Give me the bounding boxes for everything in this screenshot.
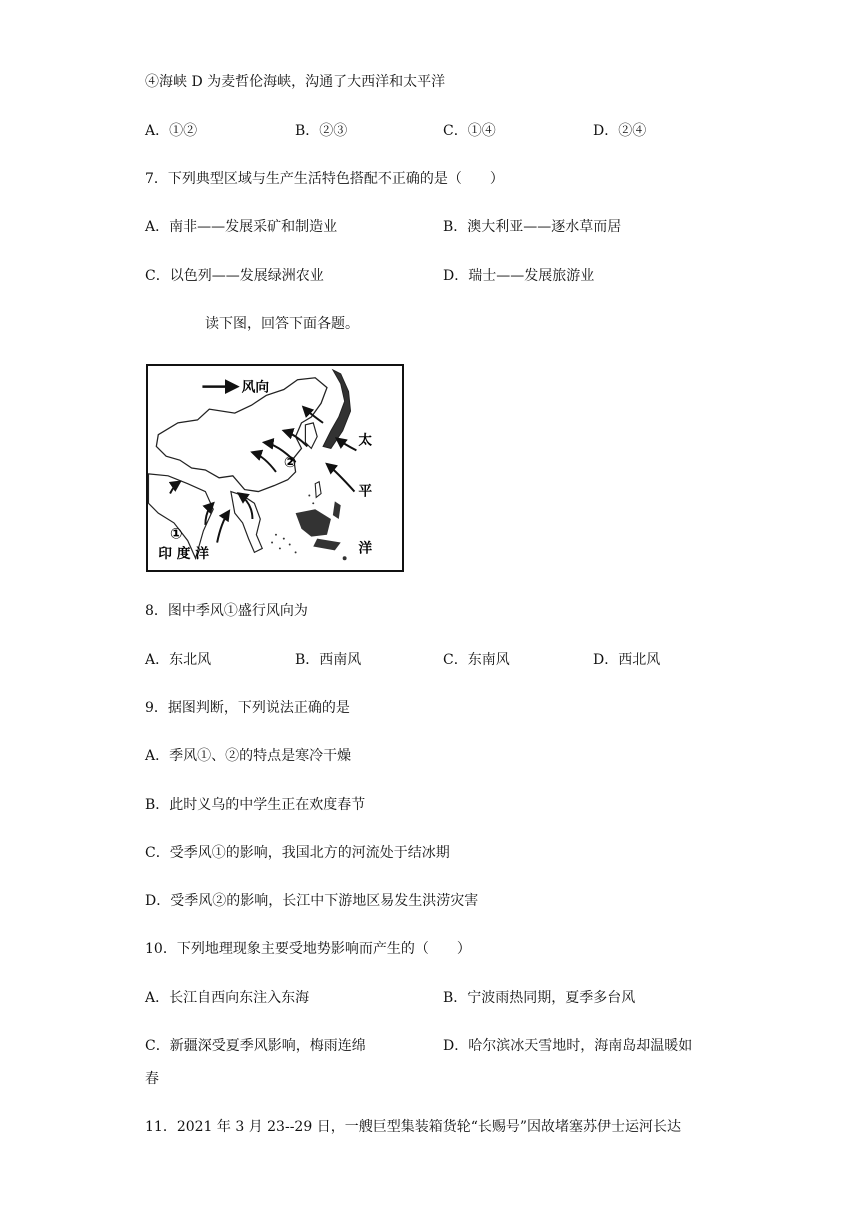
- q10-option-b[interactable]: B．宁波雨热同期，夏季多台风: [443, 990, 636, 1006]
- question-7: 7．下列典型区域与生产生活特色搭配不正确的是（ ）: [145, 171, 504, 187]
- q6-option-d[interactable]: D．②④: [593, 123, 647, 139]
- statement-4: ④海峡 D 为麦哲伦海峡，沟通了大西洋和太平洋: [145, 74, 446, 90]
- q6-option-b[interactable]: B．②③: [295, 123, 348, 139]
- figure-intro: 读下图，回答下面各题。: [205, 316, 359, 332]
- legend-label: 风向: [241, 379, 270, 396]
- pacific-label-2: 平: [358, 483, 373, 500]
- q10-option-d[interactable]: D．哈尔滨冰天雪地时，海南岛却温暖如: [443, 1038, 693, 1054]
- pacific-label-3: 洋: [358, 540, 373, 557]
- java-outline: [313, 539, 340, 551]
- monsoon-1-label: ①: [170, 525, 183, 543]
- philippines-outline: [333, 501, 341, 519]
- q9-option-d[interactable]: D．受季风②的影响，长江中下游地区易发生洪涝灾害: [145, 893, 479, 909]
- korea-outline: [305, 423, 317, 449]
- borneo-outline: [296, 509, 331, 536]
- pacific-label-1: 太: [358, 432, 373, 449]
- question-10: 10．下列地理现象主要受地势影响而产生的（ ）: [145, 941, 471, 957]
- q6-option-a[interactable]: A．①②: [145, 123, 198, 139]
- q9-option-b[interactable]: B．此时义乌的中学生正在欢度春节: [145, 797, 366, 813]
- monsoon-map-svg: [148, 366, 402, 570]
- q9-option-c[interactable]: C．受季风①的影响，我国北方的河流处于结冰期: [145, 845, 450, 861]
- q6-option-c[interactable]: C．①④: [443, 123, 496, 139]
- question-8: 8．图中季风①盛行风向为: [145, 603, 308, 619]
- monsoon-map: [146, 364, 404, 572]
- taiwan-outline: [315, 482, 321, 498]
- indian-ocean-label: 印 度 洋: [158, 546, 210, 563]
- monsoon-2-label: ②: [283, 454, 297, 472]
- q10-option-c[interactable]: C．新疆深受夏季风影响，梅雨连绵: [145, 1038, 366, 1054]
- q7-option-d[interactable]: D．瑞士——发展旅游业: [443, 268, 595, 284]
- q8-option-b[interactable]: B．西南风: [295, 652, 362, 668]
- question-9: 9．据图判断，下列说法正确的是: [145, 700, 350, 716]
- q9-option-a[interactable]: A．季风①、②的特点是寒冷干燥: [145, 748, 352, 764]
- q7-option-c[interactable]: C．以色列——发展绿洲农业: [145, 268, 324, 284]
- q8-option-c[interactable]: C．东南风: [443, 652, 510, 668]
- q10-option-d-continued: 春: [145, 1071, 159, 1087]
- q8-option-d[interactable]: D．西北风: [593, 652, 661, 668]
- question-11: 11．2021 年 3 月 23--29 日，一艘巨型集装箱货轮“长赐号”因故堵塞苏伊士运河长达: [145, 1119, 682, 1135]
- q7-option-a[interactable]: A．南非——发展采矿和制造业: [145, 219, 338, 235]
- q10-option-a[interactable]: A．长江自西向东注入东海: [145, 990, 310, 1006]
- q7-option-b[interactable]: B．澳大利亚——逐水草而居: [443, 219, 622, 235]
- q8-option-a[interactable]: A．东北风: [145, 652, 212, 668]
- japan-outline: [323, 370, 350, 448]
